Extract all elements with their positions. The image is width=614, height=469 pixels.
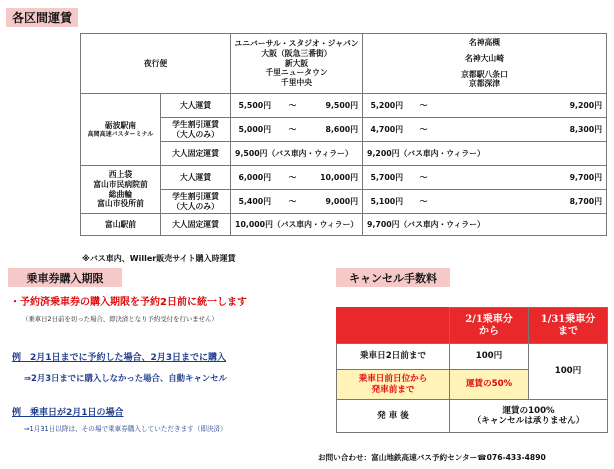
example-2-sub: ⇒1月31日以降は、その場で乗車券購入していただきます（即決済） — [24, 425, 227, 433]
fare-max: 8,600円 — [307, 118, 363, 142]
fare-header-dest-a: ユニバーサル・スタジオ・ジャパン 大阪（阪急三番街） 新大阪 千里ニュータウン 千里中央 — [231, 34, 363, 94]
cancel-row1-value: 100円 — [450, 344, 529, 370]
cancel-row2-value: 運賃の50% — [450, 370, 529, 400]
fare-type: 学生割引運賃 （大人のみ） — [161, 118, 231, 142]
cancel-header-col1: 2/1乗車分 から — [450, 308, 529, 344]
fare-fixed: 9,200円（バス車内・ウィラー） — [363, 142, 607, 166]
fare-header-dest-b: 名神高槻 名神大山崎 京都駅八条口 京都深津 — [363, 34, 607, 94]
section-title-badge: 各区間運賃 — [6, 8, 78, 27]
example-1-sub: ⇒2月3日までに購入しなかった場合、自動キャンセル — [24, 373, 227, 383]
cancel-row2-label: 乗車日前日位から 発車前まで — [337, 370, 450, 400]
fare-fixed: 9,500円（バス車内・ウィラー） — [231, 142, 363, 166]
fare-type: 大人運賃 — [161, 166, 231, 190]
fare-sep: 〜 — [279, 166, 307, 190]
fare-max: 9,200円 — [437, 94, 607, 118]
fare-sep: 〜 — [279, 190, 307, 214]
contact-info: お問い合わせ：富山地鉄高速バス予約センター☎076-433-4890 — [318, 453, 546, 462]
fare-header-corner: 夜行便 — [81, 34, 231, 94]
fare-min: 5,200円 — [363, 94, 411, 118]
fare-sep: 〜 — [411, 166, 437, 190]
example-2-title: 例 乗車日が2月1日の場合 — [12, 408, 124, 418]
cancel-row3-value: 運賃の100% （キャンセルは承りません） — [450, 400, 608, 433]
fare-fixed: 10,000円（バス車内・ウィラー） — [231, 214, 363, 236]
cancel-fee-table — [336, 307, 608, 433]
fare-fixed: 9,700円（バス車内・ウィラー） — [363, 214, 607, 236]
cancel-header-col2: 1/31乗車分 まで — [529, 308, 608, 344]
fare-min: 5,000円 — [231, 118, 279, 142]
cancel-title-badge: キャンセル手数料 — [336, 268, 450, 287]
fare-sep: 〜 — [411, 190, 437, 214]
example-1-title: 例 2月1日までに予約した場合、2月3日までに購入 — [12, 353, 227, 363]
fare-max: 9,500円 — [307, 94, 363, 118]
cancel-row1-label: 乗車日2日前まで — [337, 344, 450, 370]
fare-sep: 〜 — [411, 118, 437, 142]
fare-min: 5,400円 — [231, 190, 279, 214]
fare-max: 9,000円 — [307, 190, 363, 214]
cancel-row3-label: 発 車 後 — [337, 400, 450, 433]
purchase-title-badge: 乗車券購入期限 — [8, 268, 122, 287]
fare-max: 9,700円 — [437, 166, 607, 190]
fare-max: 8,700円 — [437, 190, 607, 214]
origin-toyama-city: 西上袋 富山市民病院前 総曲輪 富山市役所前 — [81, 166, 161, 214]
fare-max: 8,300円 — [437, 118, 607, 142]
purchase-bullet: ・予約済乗車券の購入期限を予約2日前に統一します — [10, 297, 247, 308]
fare-min: 5,100円 — [363, 190, 411, 214]
fare-min: 4,700円 — [363, 118, 411, 142]
fare-table — [80, 33, 607, 236]
fare-min: 6,000円 — [231, 166, 279, 190]
fare-min: 5,700円 — [363, 166, 411, 190]
fare-sep: 〜 — [279, 118, 307, 142]
fare-footnote: ※バス車内、Willer販売サイト購入時運賃 — [82, 254, 236, 263]
fare-type: 学生割引運賃 （大人のみ） — [161, 190, 231, 214]
cancel-merged-value: 100円 — [529, 344, 608, 400]
purchase-note: （乗車日2日前を切った場合、即決済となり予約受付を行いません） — [22, 315, 218, 323]
fare-type: 大人固定運賃 — [161, 214, 231, 236]
fare-sep: 〜 — [411, 94, 437, 118]
origin-tonami: 砺波駅南 高岡高速バスターミナル — [81, 94, 161, 166]
fare-type: 大人固定運賃 — [161, 142, 231, 166]
fare-max: 10,000円 — [307, 166, 363, 190]
origin-toyama-station: 富山駅前 — [81, 214, 161, 236]
cancel-header-blank — [337, 308, 450, 344]
fare-sep: 〜 — [279, 94, 307, 118]
fare-type: 大人運賃 — [161, 94, 231, 118]
fare-min: 5,500円 — [231, 94, 279, 118]
